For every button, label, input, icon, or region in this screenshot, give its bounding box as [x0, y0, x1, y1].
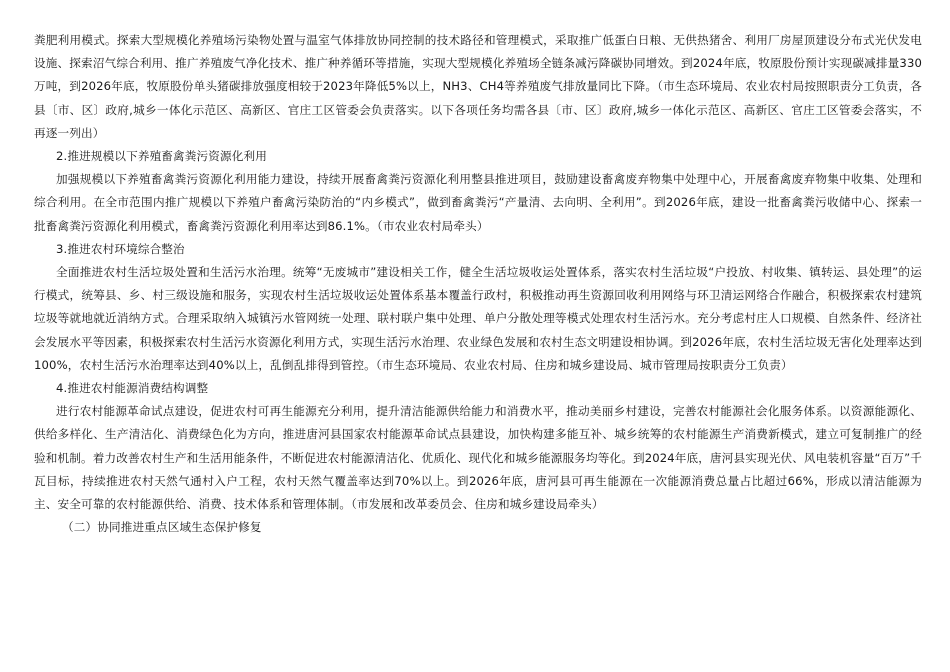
paragraph-manure-utilization: 粪肥利用模式。探索大型规模化养殖场污染物处置与温室气体排放协同控制的技术路径和管理模式，采取推广低蛋白日粮、无供热猪舍、利用厂房屋顶建设分布式光伏发电设施、探索沼气综合利用、推广养殖废气净化技术、推广种养循环等措施，实现大型规模化养殖场全链条减污降碳协同增效。到2024年底，牧原股份预计实现碳减排量330万吨，到2026年底，牧原股份单头猪碳排放强度相较于2023年降低5%以上，NH3、CH4等养殖废气排放量同比下降。（市生态环境局、农业农村局按照职责分工负责，各县〔市、区〕政府,城乡一体化示范区、高新区、官庄工区管委会负责落实。以下各项任务均需各县〔市、区〕政府,城乡一体化示范区、高新区、官庄工区管委会落实，不再逐一列出）	[34, 33, 922, 140]
document-page	[34, 29, 922, 539]
paragraph-rural-environment: 全面推进农村生活垃圾处置和生活污水治理。统筹“无废城市”建设相关工作，健全生活垃圾收运处置体系，落实农村生活垃圾“户投放、村收集、镇转运、县处理”的运行模式，统筹县、乡、村三级设施和服务，实现农村生活垃圾收运处置体系基本覆盖行政村，积极推动再生资源回收利用网络与环卫清运网络合作融合，积极探索农村建筑垃圾等就地就近消纳方式。合理采取纳入城镇污水管网统一处理、联村联户集中处理、单户分散处理等模式处理农村生活污水。充分考虑村庄人口规模、自然条件、经济社会发展水平等因素，积极探索农村生活污水资源化利用方式，实现生活污水治理、农业绿色发展和农村生态文明建设相协调。到2026年底，农村生活垃圾无害化处理率达到100%，农村生活污水治理率达到40%以上，乱倒乱排得到管控。（市生态环境局、农业农村局、住房和城乡建设局、城市管理局按职责分工负责）	[34, 265, 922, 372]
section-heading-ecological-restoration: （二）协同推进重点区域生态保护修复	[62, 520, 262, 535]
paragraph-rural-energy: 进行农村能源革命试点建设，促进农村可再生能源充分利用，提升清洁能源供给能力和消费水平，推动美丽乡村建设，完善农村能源社会化服务体系。以资源能源化、供给多样化、生产清洁化、消费绿色化为方向，推进唐河县国家农村能源革命试点县建设，加快构建多能互补、城乡统筹的农村能源生产消费新模式，建立可复制推广的经验和机制。着力改善农村生产和生活用能条件，不断促进农村能源清洁化、优质化、现代化和城乡能源服务均等化。到2024年底，唐河县实现光伏、风电装机容量“百万”千瓦目标，持续推进农村天然气通村入户工程，农村天然气覆盖率达到70%以上。到2026年底，唐河县可再生能源在一次能源消费总量占比超过66%，形成以清洁能源为主、安全可靠的农村能源供给、消费、技术体系和管理体制。（市发展和改革委员会、住房和城乡建设局牵头）	[34, 404, 922, 512]
paragraph-small-farm-manure: 加强规模以下养殖畜禽粪污资源化利用能力建设，持续开展畜禽粪污资源化利用整县推进项目，鼓励建设畜禽废弃物集中处理中心，开展畜禽废弃物集中收集、处理和综合利用。在全市范围内推广规模以下养殖户畜禽污染防治的“内乡模式”，做到畜禽粪污“产量清、去向明、全利用”。到2026年底，建设一批畜禽粪污收储中心、探索一批畜禽粪污资源化利用模式，畜禽粪污资源化利用率达到86.1%。（市农业农村局牵头）	[34, 172, 922, 233]
section-heading-rural-energy: 4.推进农村能源消费结构调整	[56, 381, 209, 396]
section-heading-small-farm-manure: 2.推进规模以下养殖畜禽粪污资源化利用	[56, 149, 268, 164]
section-heading-rural-environment: 3.推进农村环境综合整治	[56, 241, 185, 256]
